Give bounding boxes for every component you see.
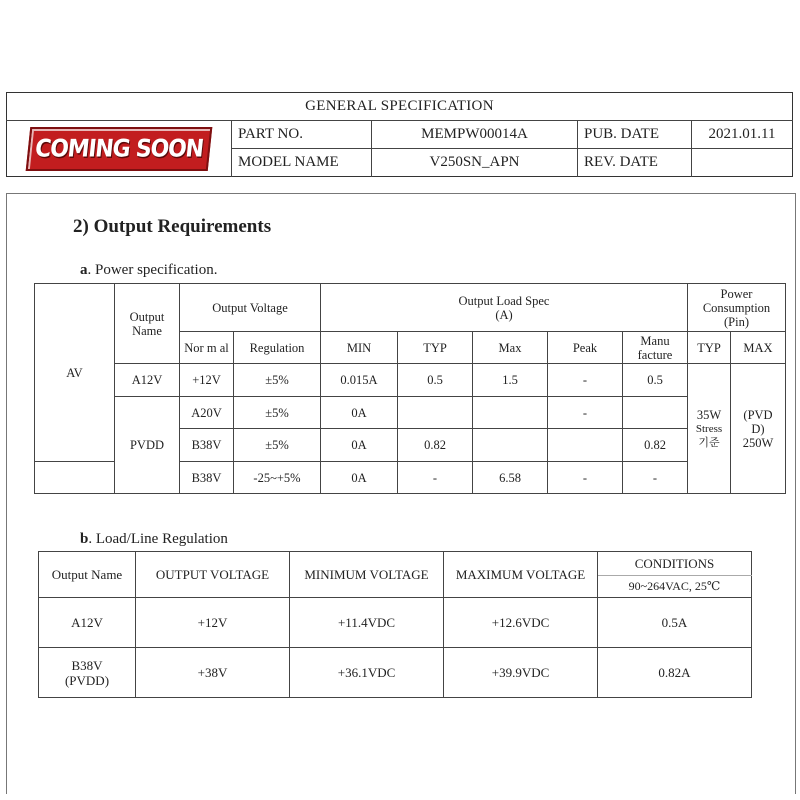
power-max-cell <box>731 364 786 494</box>
lt-row-cond: 0.5A <box>598 598 752 648</box>
header-output-name: Output Name <box>115 284 180 364</box>
table-row <box>35 364 786 397</box>
power-typ-value: 35W <box>696 407 722 422</box>
lt-row-name <box>39 648 136 698</box>
row-regulation: ±5% <box>234 397 321 429</box>
row-max: 6.58 <box>473 462 548 494</box>
pub-date-label: PUB. DATE <box>578 121 692 149</box>
lt-row-name-line2: (PVDD) <box>64 672 110 688</box>
coming-soon-logo <box>26 127 213 171</box>
row-normal: +12V <box>180 364 234 397</box>
header-typ: TYP <box>398 332 473 364</box>
lt-row-max: +39.9VDC <box>444 648 598 698</box>
header-load-spec-unit: (A) <box>495 307 513 322</box>
row-name: B38V <box>180 462 234 494</box>
group-pvdd: PVDD <box>115 397 180 494</box>
lt-row-output: +38V <box>136 648 290 698</box>
row-manufacture: 0.82 <box>623 429 688 462</box>
row-name: B38V <box>180 429 234 462</box>
lt-row-name-line1: B38V <box>71 657 103 673</box>
header-power-title: Power Consumption <box>702 286 771 315</box>
load-regulation-table <box>38 551 752 698</box>
lt-header-min-voltage: MINIMUM VOLTAGE <box>290 552 444 598</box>
rev-date-label: REV. DATE <box>578 149 692 177</box>
row-regulation: ±5% <box>234 429 321 462</box>
header-power-unit: (Pin) <box>724 314 749 329</box>
pub-date-value: 2021.01.11 <box>692 121 793 149</box>
group-av-continued <box>35 462 115 494</box>
power-max-value: (PVD D) <box>743 407 773 436</box>
power-typ-note2: 기준 <box>698 435 720 449</box>
row-manufacture <box>623 397 688 429</box>
spec-title: GENERAL SPECIFICATION <box>7 93 793 121</box>
lt-header-conditions-sub: 90~264VAC, 25℃ <box>598 576 752 598</box>
row-min: 0A <box>321 397 398 429</box>
header-power-max: MAX <box>731 332 786 364</box>
logo-cell <box>7 121 232 177</box>
lt-row-cond: 0.82A <box>598 648 752 698</box>
lt-row-min: +36.1VDC <box>290 648 444 698</box>
lt-header-max-voltage: MAXIMUM VOLTAGE <box>444 552 598 598</box>
lt-row-min: +11.4VDC <box>290 598 444 648</box>
lt-row-name <box>39 598 136 648</box>
row-typ: - <box>398 462 473 494</box>
power-typ-note: Stress <box>695 422 723 435</box>
row-typ: 0.82 <box>398 429 473 462</box>
lt-row-max: +12.6VDC <box>444 598 598 648</box>
row-peak: - <box>548 462 623 494</box>
row-max <box>473 429 548 462</box>
part-no-label: PART NO. <box>232 121 372 149</box>
header-regulation: Regulation <box>234 332 321 364</box>
power-typ-cell <box>688 364 731 494</box>
row-max: 1.5 <box>473 364 548 397</box>
row-name: A12V <box>115 364 180 397</box>
table-row <box>35 397 786 429</box>
group-av: AV <box>35 284 115 462</box>
header-min: MIN <box>321 332 398 364</box>
section-title: 2) Output Requirements <box>73 216 272 237</box>
spec-header <box>6 92 793 177</box>
row-min: 0A <box>321 429 398 462</box>
power-spec-table <box>34 283 786 494</box>
header-load-spec <box>321 284 688 332</box>
subsection-a-text: . Power specification. <box>87 262 218 278</box>
row-manufacture: 0.5 <box>623 364 688 397</box>
lt-header-output-voltage: OUTPUT VOLTAGE <box>136 552 290 598</box>
header-peak: Peak <box>548 332 623 364</box>
row-min: 0A <box>321 462 398 494</box>
power-max-value2: 250W <box>742 435 774 450</box>
row-peak <box>548 429 623 462</box>
header-power-consumption <box>688 284 786 332</box>
lt-row-name-line1: A12V <box>71 615 103 630</box>
header-output-voltage: Output Voltage <box>180 284 321 332</box>
row-typ: 0.5 <box>398 364 473 397</box>
row-manufacture: - <box>623 462 688 494</box>
subsection-a-letter: a <box>80 262 88 278</box>
header-power-typ: TYP <box>688 332 731 364</box>
model-name-label: MODEL NAME <box>232 149 372 177</box>
table-row <box>39 648 752 698</box>
subsection-a-heading <box>80 262 217 279</box>
header-load-spec-title: Output Load Spec <box>458 293 550 308</box>
lt-header-conditions: CONDITIONS <box>598 552 752 576</box>
row-peak: - <box>548 364 623 397</box>
lt-row-output: +12V <box>136 598 290 648</box>
header-normal: Nor m al <box>180 332 234 364</box>
row-max <box>473 397 548 429</box>
row-name: A20V <box>180 397 234 429</box>
header-max: Max <box>473 332 548 364</box>
rev-date-value <box>692 149 793 177</box>
subsection-b-text: . Load/Line Regulation <box>88 531 228 547</box>
row-peak: - <box>548 397 623 429</box>
logo-text: COMING SOON <box>33 134 205 163</box>
row-typ <box>398 397 473 429</box>
table-row <box>39 598 752 648</box>
subsection-b-heading <box>80 531 228 548</box>
row-regulation: ±5% <box>234 364 321 397</box>
model-name-value: V250SN_APN <box>372 149 578 177</box>
subsection-b-letter: b <box>80 531 89 547</box>
lt-header-output-name: Output Name <box>39 552 136 598</box>
row-min: 0.015A <box>321 364 398 397</box>
part-no-value: MEMPW00014A <box>372 121 578 149</box>
row-regulation: -25~+5% <box>234 462 321 494</box>
header-manufacture: Manu facture <box>623 332 688 364</box>
